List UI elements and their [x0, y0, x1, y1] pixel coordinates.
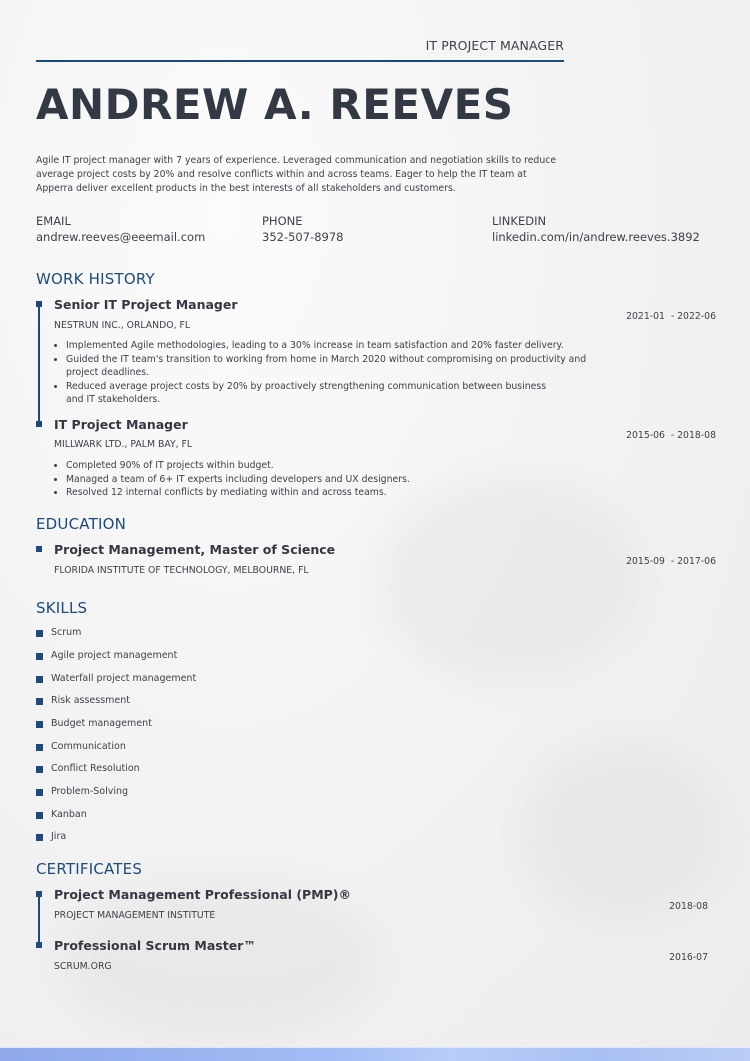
contact-email: [36, 213, 205, 245]
candidate-name: ANDREW A. REEVES: [36, 80, 514, 129]
education-marker: [36, 546, 42, 552]
degree: Project Management, Master of Science: [54, 542, 336, 557]
job-bullets-2: [54, 459, 596, 500]
bullet-square-icon: [36, 834, 43, 841]
bullet: • Reduced average project costs by 20% by proactively strengthening communication between business and IT stakeholders.: [66, 380, 596, 407]
timeline-marker: [36, 942, 42, 948]
bullet-square-icon: [36, 653, 43, 660]
job-title-2: IT Project Manager: [54, 417, 188, 432]
contact-label: EMAIL: [36, 214, 71, 228]
company-1: NESTRUN INC., ORLANDO, FL: [54, 320, 191, 331]
timeline-marker: [36, 301, 42, 307]
contact-label: LINKEDIN: [492, 214, 547, 228]
school: FLORIDA INSTITUTE OF TECHNOLOGY, MELBOURNE, FL: [54, 565, 309, 576]
certificates-timeline-line: [38, 893, 40, 945]
job-bullets-1: [54, 339, 596, 407]
education-dates: 2015-09 - 2017-06: [626, 556, 716, 567]
contact-label: PHONE: [262, 214, 303, 228]
bullet: • Managed a team of 6+ IT experts including developers and UX designers.: [66, 473, 596, 487]
section-title-skills: SKILLS: [36, 599, 88, 617]
bullet-square-icon: [36, 789, 43, 796]
certificate-issuer-1: PROJECT MANAGEMENT INSTITUTE: [54, 910, 216, 921]
bullet-square-icon: [36, 766, 43, 773]
timeline-marker: [36, 421, 42, 427]
contact-info: [36, 213, 726, 253]
certificate-date-2: 2016-07: [669, 952, 708, 963]
job-title: IT PROJECT MANAGER: [425, 38, 564, 53]
bottom-accent-bar: [0, 1047, 750, 1061]
bullet-square-icon: [36, 630, 43, 637]
section-title-certificates: CERTIFICATES: [36, 860, 143, 878]
email-value[interactable]: andrew.reeves@eeemail.com: [36, 230, 206, 244]
bullet: • Implemented Agile methodologies, leading to a 30% increase in team satisfaction and 20% faster delivery.: [66, 339, 596, 353]
bullet-square-icon: [36, 812, 43, 819]
job-dates-2: 2015-06 - 2018-08: [626, 430, 716, 441]
contact-phone: [262, 213, 343, 245]
background-texture: [60, 880, 380, 1040]
contact-linkedin: [492, 213, 700, 245]
linkedin-value[interactable]: linkedin.com/in/andrew.reeves.3892: [492, 230, 700, 244]
certificate-issuer-2: SCRUM.ORG: [54, 961, 112, 972]
bullet: • Resolved 12 internal conflicts by mediating within and across teams.: [66, 486, 596, 500]
bullet-square-icon: [36, 676, 43, 683]
header-divider: [36, 60, 564, 62]
bullet-square-icon: [36, 744, 43, 751]
section-title-education: EDUCATION: [36, 515, 126, 533]
background-texture: [380, 480, 640, 680]
certificate-date-1: 2018-08: [669, 901, 708, 912]
certificate-name-2: Professional Scrum Master™: [54, 938, 256, 953]
company-2: MILLWARK LTD., PALM BAY, FL: [54, 439, 193, 450]
job-title-1: Senior IT Project Manager: [54, 297, 238, 312]
job-dates-1: 2021-01 - 2022-06: [626, 311, 716, 322]
bullet-square-icon: [36, 721, 43, 728]
work-timeline-line: [38, 303, 40, 425]
bullet: • Completed 90% of IT projects within budget.: [66, 459, 596, 473]
certificate-name-1: Project Management Professional (PMP)®: [54, 887, 352, 902]
bullet-square-icon: [36, 698, 43, 705]
bullet: • Guided the IT team's transition to working from home in March 2020 without compromising on productivity and project deadlines.: [66, 353, 596, 380]
phone-value[interactable]: 352-507-8978: [262, 230, 344, 244]
summary: Agile IT project manager with 7 years of experience. Leveraged communication and negotiation skills to reduce average project costs by 20% and resolve conflicts within and across teams. Eager to help the IT team at Apperra deliver excellent products in the best interests of all stakeholders and customers.: [36, 155, 557, 194]
section-title-work-history: WORK HISTORY: [36, 270, 155, 288]
background-texture: [520, 740, 720, 920]
timeline-marker: [36, 891, 42, 897]
